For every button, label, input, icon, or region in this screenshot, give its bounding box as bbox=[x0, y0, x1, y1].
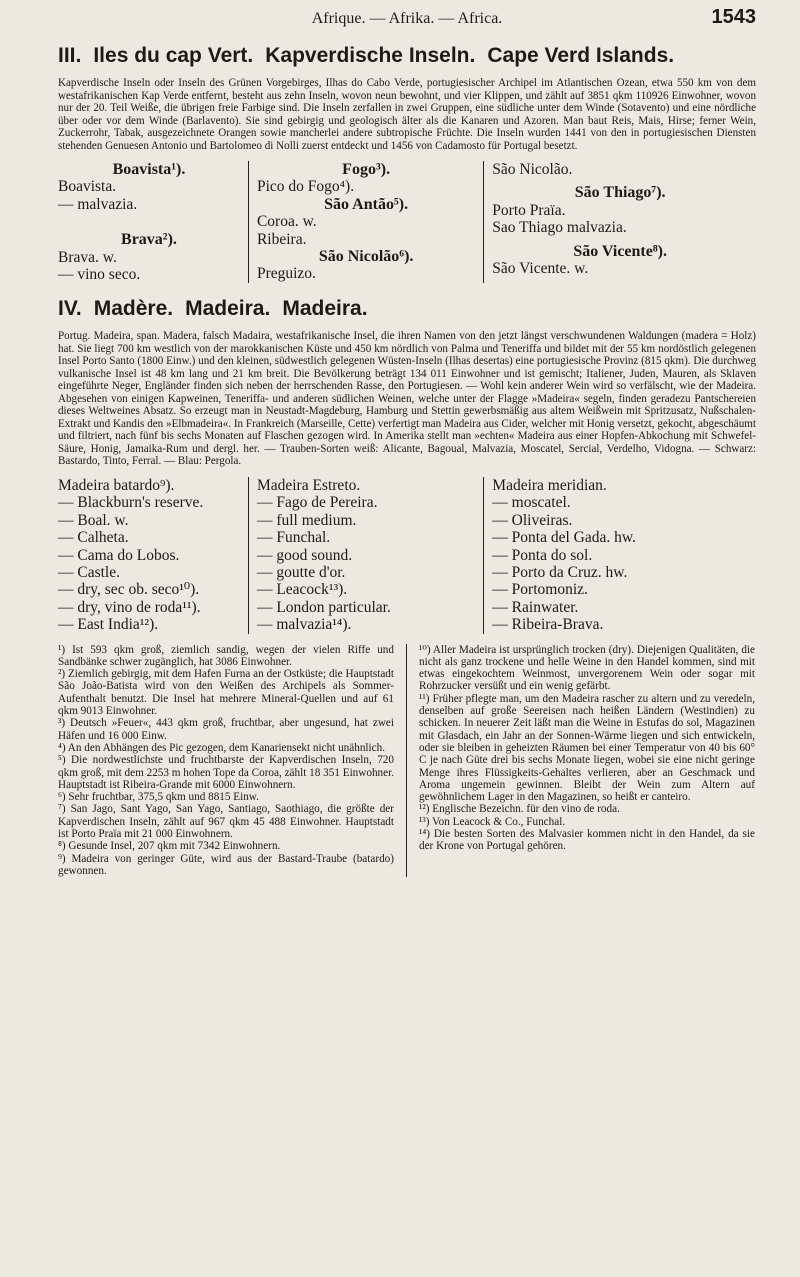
wine-entry: — Rainwater. bbox=[492, 598, 579, 616]
wine-entry: — Ribeira-Brava. bbox=[492, 616, 604, 634]
wine-entry: — Calheta. bbox=[58, 529, 129, 547]
wine-entry: Madeira batardo⁹). bbox=[58, 476, 175, 494]
section-heading-madeira bbox=[58, 297, 756, 321]
heading-en: Cape Verd Islands. bbox=[487, 44, 675, 67]
section-heading-cape-verde bbox=[58, 44, 756, 68]
wine-entry: São Nicolão. bbox=[492, 161, 573, 178]
wine-entry: Brava. w. bbox=[58, 248, 117, 266]
footnote: ⁸) Gesunde Insel, 207 qkm mit 7342 Einwohnern. bbox=[58, 840, 281, 853]
wine-entry: Madeira Estreto. bbox=[256, 476, 361, 494]
footnote: ²) Ziemlich gebirgig, mit dem Hafen Furna an der Ostküste; die Hauptstadt São João-Batista wird von den Weißen des Archipels als Sommer-Aufenthalt benutzt. Die Insel hat mehrere Mineral-Quellen und auf 61 qkm 9013 Einwohner. bbox=[58, 668, 394, 718]
wine-entry: — Leacock¹³). bbox=[256, 581, 348, 599]
wine-entry: Coroa. w. bbox=[256, 213, 317, 231]
wine-entry: — Cama do Lobos. bbox=[58, 546, 180, 564]
heading-fr: Madère. bbox=[93, 297, 174, 321]
wine-entry: — full medium. bbox=[256, 511, 357, 529]
footnotes bbox=[58, 644, 756, 878]
footnotes-left-column bbox=[58, 644, 407, 878]
island-heading: Brava²). bbox=[121, 231, 177, 249]
wine-entry: — malvazia. bbox=[58, 195, 138, 213]
footnote: ⁴) An den Abhängen des Pic gezogen, dem Kanariensekt nicht unähnlich. bbox=[58, 741, 386, 754]
wine-entry: São Vicente. w. bbox=[492, 260, 589, 278]
wine-entry: — Blackburn's reserve. bbox=[58, 494, 204, 512]
footnote: ¹) Ist 593 qkm groß, ziemlich sandig, wegen der vielen Riffe und Sandbänke schwer zugänglich, hat 3086 Einwohner. bbox=[58, 643, 394, 668]
wine-entry: Madeira meridian. bbox=[492, 476, 607, 494]
footnote: ³) Deutsch »Feuer«, 443 qkm groß, fruchtbar, aber ungesund, hat zwei Häfen und 16 000 Einw. bbox=[58, 717, 394, 742]
footnote: ¹³) Von Leacock & Co., Funchal. bbox=[419, 815, 566, 828]
wine-entry: — London particular. bbox=[256, 598, 391, 616]
page-number: 1543 bbox=[711, 6, 756, 28]
wine-list-cape-verde bbox=[58, 161, 756, 283]
heading-de: Madeira. bbox=[185, 297, 271, 321]
island-heading: Fogo³). bbox=[342, 161, 391, 178]
intro-paragraph-cape-verde: Kapverdische Inseln oder Inseln des Grünen Vorgebirges, Ilhas do Cabo Verde, portugiesischer Archipel im Atlantischen Ozean, etwa 550 km von dem westafrikanischen Kap Verde entfernt, besteht aus zehn Inseln, wovon neun bewohnt, und vier Klippen, und zählt auf 3851 qkm 110926 Einwohner, wovon nur der 20. Teil Weiße, die übrigen freie Farbige sind. Die Inseln zerfallen in zwei Gruppen, eine südliche unter dem Winde (Sotavento) und eine nördliche über oder vor dem Winde (Barlavento). Sie sind gebirgig und geologisch älter als die Kanaren und Azoren. Man baut Reis, Mais, Hirse; ferner Wein, Zuckerrohr, Tabak, ausgezeichnete Orangen sowie mancherlei andere subtropische Früchte. Die Inseln wurden 1441 von den in portugiesischen Diensten stehenden Genuesen Antonio und Bartolomeo di Nolli zuerst entdeckt und 1456 von Cadamosto für Portugal besetzt. bbox=[58, 77, 756, 152]
wine-entry: — Oliveiras. bbox=[492, 511, 573, 529]
wine-entry: — Fago de Pereira. bbox=[256, 494, 378, 512]
page bbox=[58, 0, 756, 877]
wine-entry: — Boal. w. bbox=[58, 511, 129, 529]
wine-entry: — malvazia¹⁴). bbox=[256, 616, 352, 634]
section-numeral: IV. bbox=[58, 297, 82, 321]
heading-en: Madeira. bbox=[282, 297, 368, 321]
wine-entry: Preguizo. bbox=[256, 265, 316, 283]
wine-entry: — vino seco. bbox=[58, 266, 141, 284]
footnote: ¹⁰) Aller Madeira ist ursprünglich trocken (dry). Diejenigen Qualitäten, die nicht als ganz trockene und helle Weine in den Handel kommen, sind mit etwas eingekochtem Weinmost, unvergorenem Wein oder sogar mit Rohrzucker versüßt und ein wenig gefärbt. bbox=[419, 643, 755, 693]
wine-entry: — Ponta do sol. bbox=[492, 546, 593, 564]
heading-de: Kapverdische Inseln. bbox=[265, 44, 476, 67]
wine-entry: — dry, vino de roda¹¹). bbox=[58, 598, 201, 616]
wine-entry: — good sound. bbox=[256, 546, 353, 564]
footnote: ¹²) Englische Bezeichn. für den vino de roda. bbox=[419, 803, 620, 816]
footnote: ⁶) Sehr fruchtbar, 375,5 qkm und 8815 Einw. bbox=[58, 791, 259, 804]
footnotes-right-column bbox=[407, 644, 755, 878]
wine-entry: Pico do Fogo⁴). bbox=[256, 178, 355, 196]
wine-column bbox=[58, 161, 249, 283]
footnote: ⁷) San Jago, Sant Yago, San Yago, Santiago, Saothiago, die größte der Kapverdischen Inseln, zählt auf 967 qkm 45 488 Einwohner. Hauptstadt ist Porto Praïa mit 21 000 Einwohnern. bbox=[58, 803, 394, 841]
heading-fr: Iles du cap Vert. bbox=[93, 44, 254, 67]
wine-entry: — Castle. bbox=[58, 563, 120, 581]
wine-entry: — goutte d'or. bbox=[256, 563, 346, 581]
running-head bbox=[58, 0, 756, 40]
island-heading: Boavista¹). bbox=[112, 161, 186, 178]
wine-entry: — Funchal. bbox=[256, 529, 331, 547]
wine-entry: — dry, sec ob. seco¹⁰). bbox=[58, 581, 200, 599]
running-head-title: Afrique. — Afrika. — Africa. bbox=[311, 10, 503, 27]
wine-entry: Porto Praïa. bbox=[492, 201, 566, 219]
wine-column bbox=[484, 477, 756, 634]
wine-entry: — moscatel. bbox=[492, 494, 571, 512]
island-heading: São Vicente⁸). bbox=[573, 242, 667, 260]
wine-column bbox=[58, 477, 249, 634]
footnote: ¹⁴) Die besten Sorten des Malvasier kommen nicht in den Handel, da sie der Krone von Portugal gehören. bbox=[419, 828, 755, 853]
footnote: ⁵) Die nordwestlichste und fruchtbarste der Kapverdischen Inseln, 720 qkm groß, mit dem 2253 m hohen Tope da Coroa, zählt 18 351 Einwohner. Hauptstadt ist Ribeira-Grande mit 6000 Einwohnern. bbox=[58, 754, 394, 791]
wine-entry: — Porto da Cruz. hw. bbox=[492, 563, 628, 581]
island-heading: São Antão⁵). bbox=[324, 195, 409, 213]
wine-column bbox=[484, 161, 756, 283]
wine-entry: — Ponta del Gada. hw. bbox=[492, 529, 636, 547]
wine-entry: Ribeira. bbox=[256, 230, 307, 248]
footnote: ¹¹) Früher pflegte man, um den Madeira rascher zu altern und zu veredeln, denselben auf große Seereisen nach heißen Ländern (Westindien) zu schicken. In neuerer Zeit läßt man die Weine in Estufas do sol, Magazinen mit Glasdach, ein Jahr an der Sonnen-Wärme liegen und sich entwickeln, oder sie bleiben in geheizten Räumen bei einer Temperatur von 40 bis 60° C je nach Güte drei bis sechs Monate liegen, wobei sie eine nicht geringe Menge ihres Flüssigkeits-Gehaltes verlieren, aber an Geschmack und Aroma ungemein gewinnen. Bleibt der Wein zum Altern auf gewöhnlichem Lager in den Magazinen, so heißt er canteiro. bbox=[419, 692, 755, 804]
intro-paragraph-madeira: Portug. Madeira, span. Madera, falsch Madaira, westafrikanische Insel, die ihren Namen von den jetzt längst verschwundenen Waldungen (madera = Holz) hat. Sie liegt 700 km westlich von der marokkanischen Küste und 450 km nördlich von Palma und Teneriffa und bildet mit der 55 km nordöstlich gelegenen Insel Porto Santo (1800 Einw.) und den kleinen, südwestlich gelegenen Wüsten-Inseln (Ilhas desertas) eine portugiesische Provinz (815 qkm). Die durchweg vulkanische Insel ist 48 km lang und 21 km breit. Die Bevölkerung beträgt 134 011 Einwohner und ist gemischt; Italiener, Juden, Mauren, als Sklaven eingeführte Neger, Engländer finden sich neben der herrschenden Rasse, den Portugiesen. — Wohl kein anderer Wein wird so verfälscht, wie der Madeira. Abgesehen von einigen Kapweinen, Teneriffa- und anderen südlichen Weinen, welche unter der Flagge »Madeira« segeln, finden geradezu Pantschereien dieses Weltweines Absatz. So erzeugt man in Neustadt-Magdeburg, Hamburg und Stettin gewerbsmäßig aus altem Weißwein mit Spritzusatz, Nußschalen-Extrakt und Kandis den »Elbmadeira«. In Frankreich (Marseille, Cette) verfertigt man Madeira aus Cider, welcher mit Honig versetzt, gekocht, abgeschäumt und filtriert, nach fünf bis sechs Monaten auf Flaschen gezogen wird. In Amerika stellt man »echten« Madeira aus einer Hopfen-Abkochung mit Schwefel-Säure, Honig, Jamaika-Rum und dergl. her. — Trauben-Sorten weiß: Alicante, Bagoual, Malvazia, Moscatel, Sercial, Verdelho, Vidogna. — Schwarz: Bastardo, Tinto, Ferral. — Blau: Pergola. bbox=[58, 330, 756, 468]
wine-entry: — Portomoniz. bbox=[492, 581, 588, 599]
wine-entry: Boavista. bbox=[58, 178, 117, 196]
wine-list-madeira bbox=[58, 477, 756, 634]
wine-column bbox=[249, 477, 484, 634]
island-heading: São Nicolão⁶). bbox=[318, 248, 414, 266]
wine-entry: — East India¹²). bbox=[58, 616, 159, 634]
footnote: ⁹) Madeira von geringer Güte, wird aus der Bastard-Traube (batardo) gewonnen. bbox=[58, 852, 394, 877]
wine-column bbox=[249, 161, 484, 283]
island-heading: São Thiago⁷). bbox=[574, 184, 666, 202]
wine-entry: Sao Thiago malvazia. bbox=[492, 219, 627, 237]
section-numeral: III. bbox=[58, 44, 82, 67]
